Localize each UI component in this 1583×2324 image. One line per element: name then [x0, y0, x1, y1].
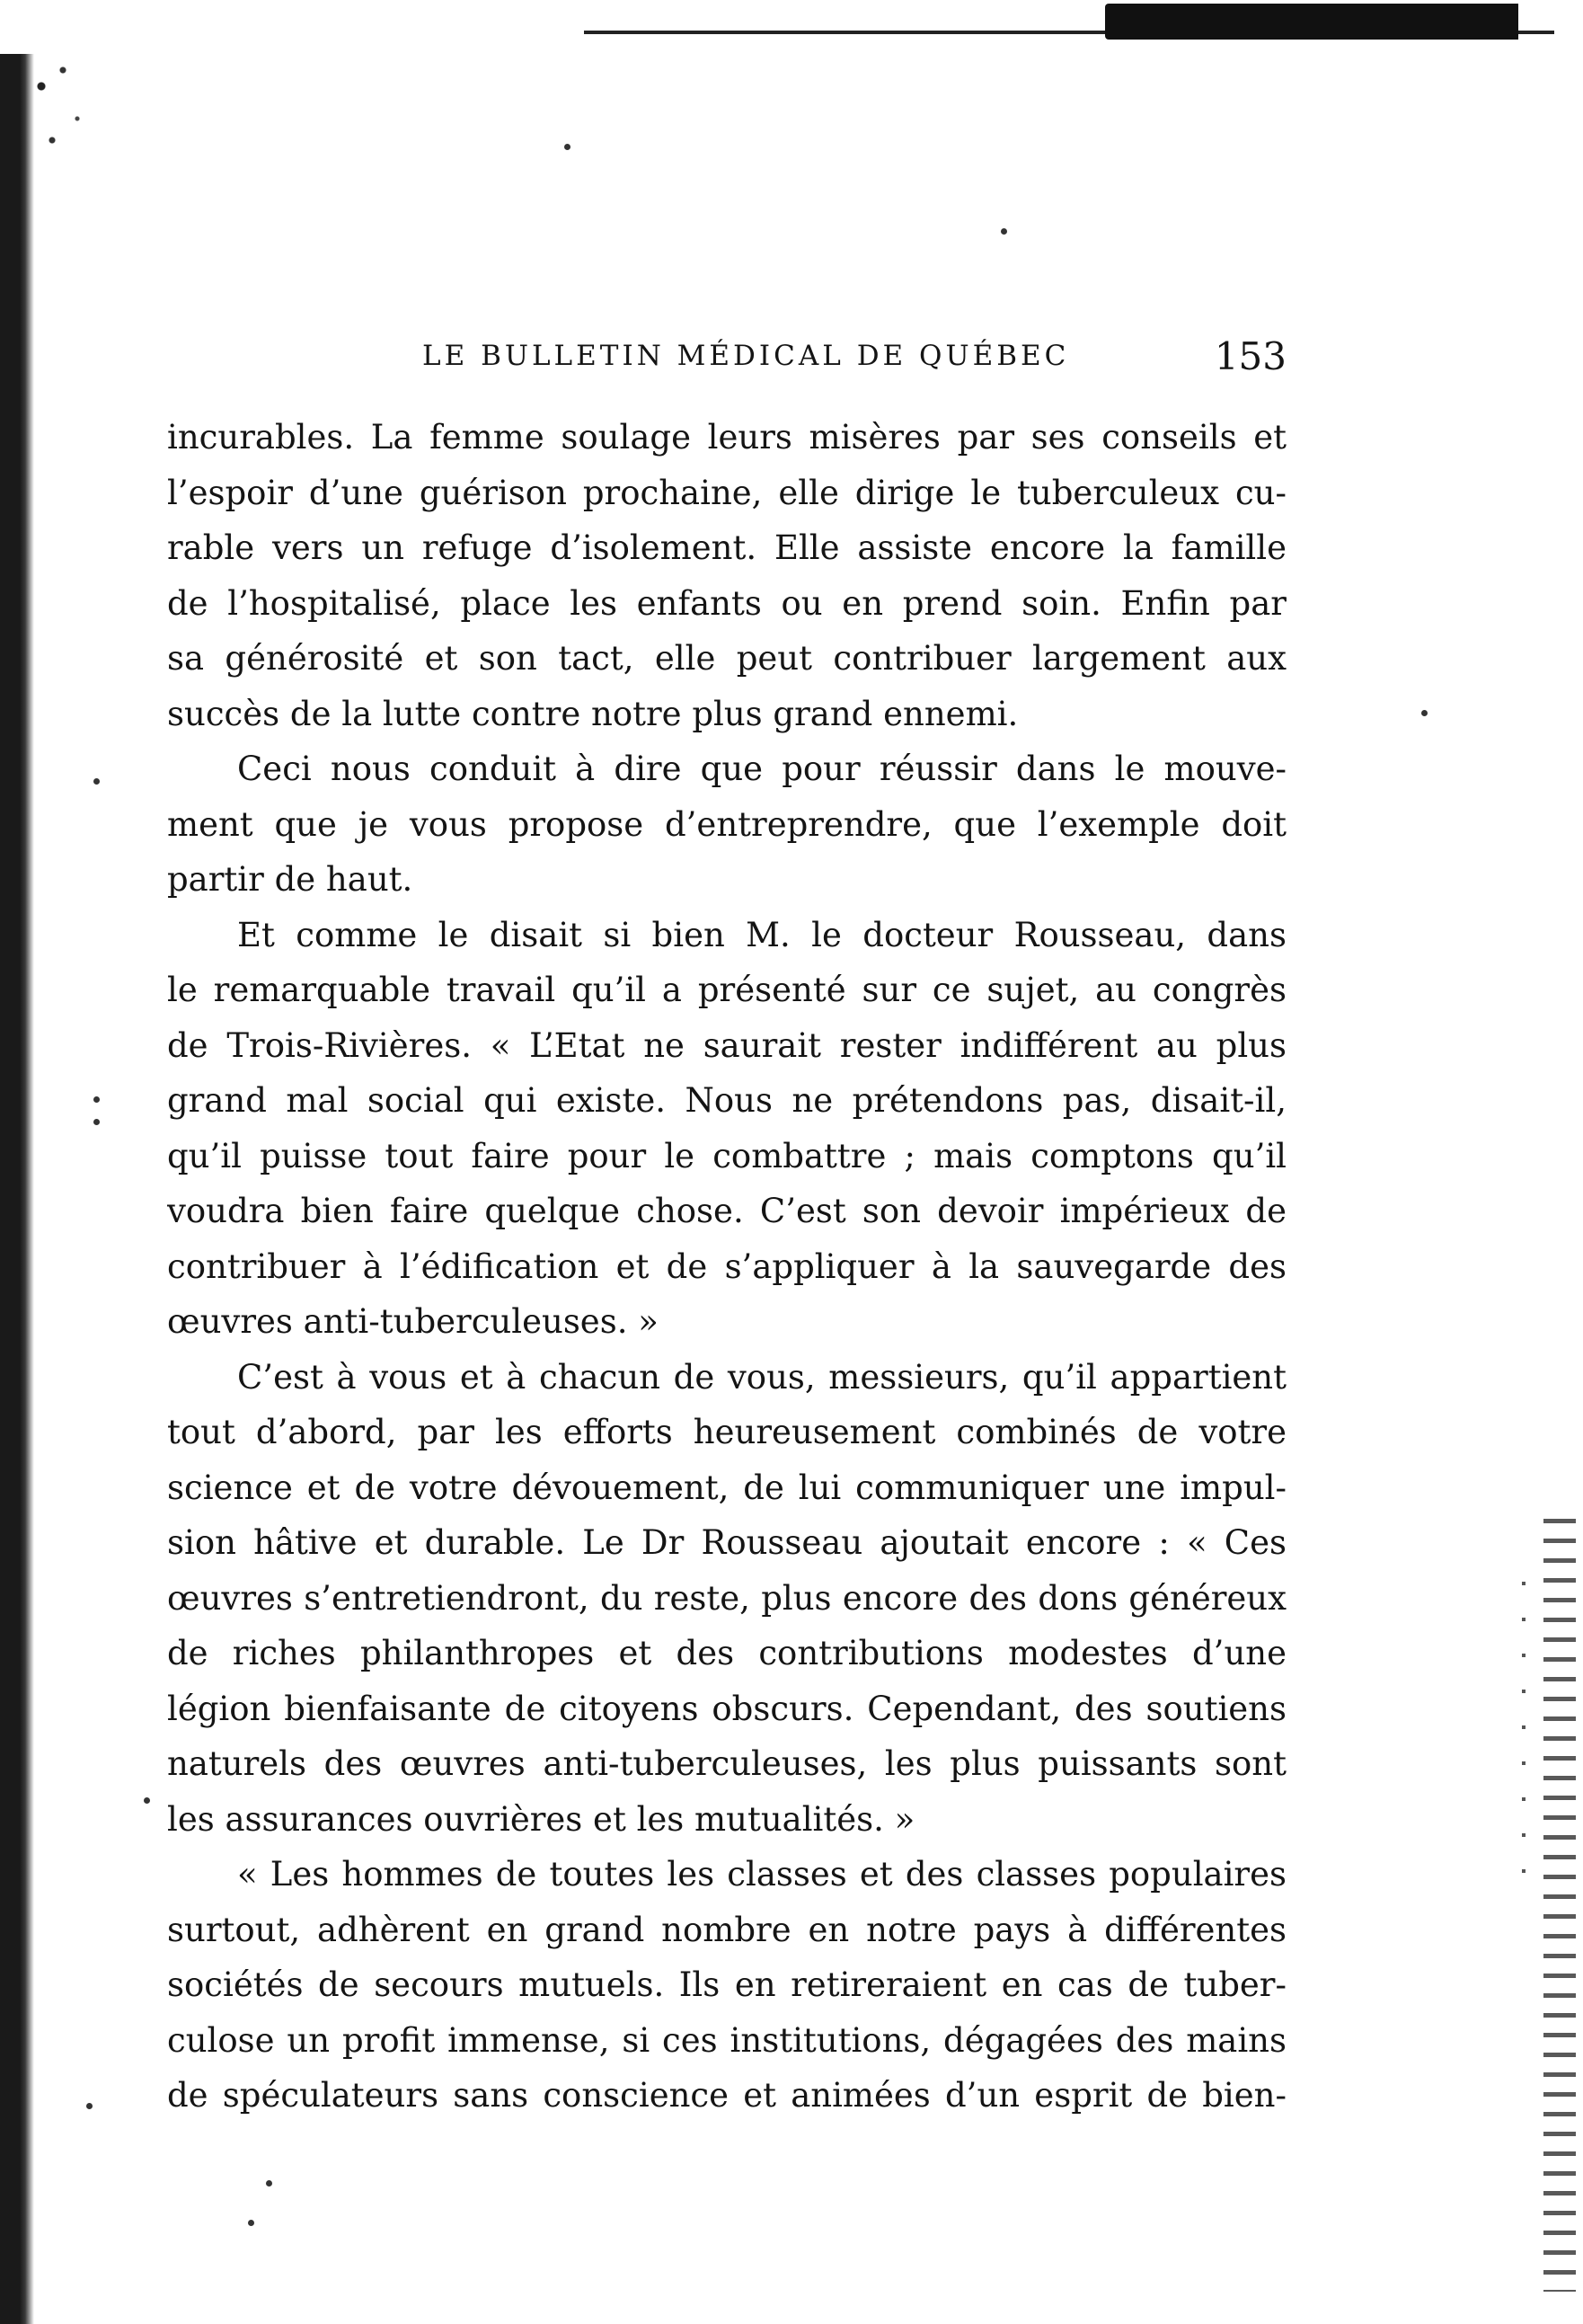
text-line: incurables. La femme soulage leurs misères par ses conseils et [167, 418, 1287, 457]
text-line: culose un profit immense, si ces institutions, dégagées des mains [167, 2020, 1287, 2060]
text-line: science et de votre dévouement, de lui communiquer une impul- [167, 1468, 1287, 1507]
text-line: les assurances ouvrières et les mutualités. » [167, 1799, 915, 1839]
scan-right-edge-marks [1522, 1582, 1526, 1887]
text-line: œuvres anti-tuberculeuses. » [167, 1302, 659, 1341]
text-line: sion hâtive et durable. Le Dr Rousseau ajoutait encore : « Ces [167, 1523, 1287, 1562]
text-line: succès de la lutte contre notre plus grand ennemi. [167, 694, 1019, 733]
scan-speck [1421, 710, 1428, 716]
text-line: de spéculateurs sans conscience et animées d’un esprit de bien- [167, 2076, 1287, 2115]
body-text [167, 410, 1287, 2124]
scan-speck [144, 1797, 150, 1804]
scan-speck [93, 1096, 100, 1103]
text-line: grand mal social qui existe. Nous ne prétendons pas, disait-il, [167, 1081, 1287, 1120]
scan-speck [248, 2220, 254, 2226]
text-line: le remarquable travail qu’il a présenté sur ce sujet, au congrès [167, 971, 1287, 1009]
page-number: 153 [1214, 334, 1287, 378]
paragraph-start-line: C’est à vous et à chacun de vous, messieurs, qu’il appartient [237, 1357, 1287, 1397]
journal-title: LE BULLETIN MÉDICAL DE QUÉBEC [422, 340, 1070, 372]
paragraph-start-line: « Les hommes de toutes les classes et des classes populaires [237, 1855, 1287, 1894]
text-line: contribuer à l’édification et de s’appliquer à la sauvegarde des [167, 1246, 1287, 1286]
text-line: surtout, adhèrent en grand nombre en notre pays à différentes [167, 1910, 1287, 1949]
binding-specks [27, 54, 99, 162]
text-line: légion bienfaisante de citoyens obscurs. Cependant, des soutiens [167, 1689, 1287, 1728]
scan-speck [86, 2103, 93, 2109]
text-line: partir de haut. [167, 860, 413, 899]
scan-speck [93, 778, 100, 785]
scan-right-edge [1543, 1519, 1576, 2292]
text-line: sociétés de secours mutuels. Ils en retireraient en cas de tuber- [167, 1965, 1287, 2004]
text-line: sa générosité et son tact, elle peut contribuer largement aux [167, 639, 1287, 678]
scan-speck [1001, 228, 1007, 235]
scan-top-bar [1105, 4, 1518, 40]
text-line: de Trois-Rivières. « L’Etat ne saurait rester indifférent au plus [167, 1025, 1287, 1065]
running-head [167, 334, 1287, 388]
text-line: qu’il puisse tout faire pour le combattre ; mais comptons qu’il [167, 1136, 1287, 1175]
scan-speck [93, 1119, 100, 1125]
text-line: naturels des œuvres anti-tuberculeuses, les plus puissants sont [167, 1744, 1287, 1783]
paragraph-start-line: Et comme le disait si bien M. le docteur Rousseau, dans [237, 915, 1287, 954]
text-line: rable vers un refuge d’isolement. Elle assiste encore la famille [167, 528, 1287, 567]
text-line: ment que je vous propose d’entreprendre, que l’exemple doit [167, 804, 1287, 844]
text-line: l’espoir d’une guérison prochaine, elle dirige le tuberculeux cu- [167, 473, 1287, 512]
scan-speck [564, 144, 570, 150]
scan-speck [266, 2180, 272, 2187]
text-line: œuvres s’entretiendront, du reste, plus encore des dons généreux [167, 1578, 1287, 1618]
text-line: voudra bien faire quelque chose. C’est son devoir impérieux de [167, 1192, 1287, 1230]
text-line: tout d’abord, par les efforts heureusement combinés de votre [167, 1413, 1287, 1451]
text-line: de riches philanthropes et des contributions modestes d’une [167, 1634, 1287, 1672]
paragraph-start-line: Ceci nous conduit à dire que pour réussir dans le mouve- [237, 750, 1287, 788]
text-line: de l’hospitalisé, place les enfants ou en prend soin. Enfin par [167, 583, 1287, 623]
binding-shadow [0, 54, 34, 2324]
